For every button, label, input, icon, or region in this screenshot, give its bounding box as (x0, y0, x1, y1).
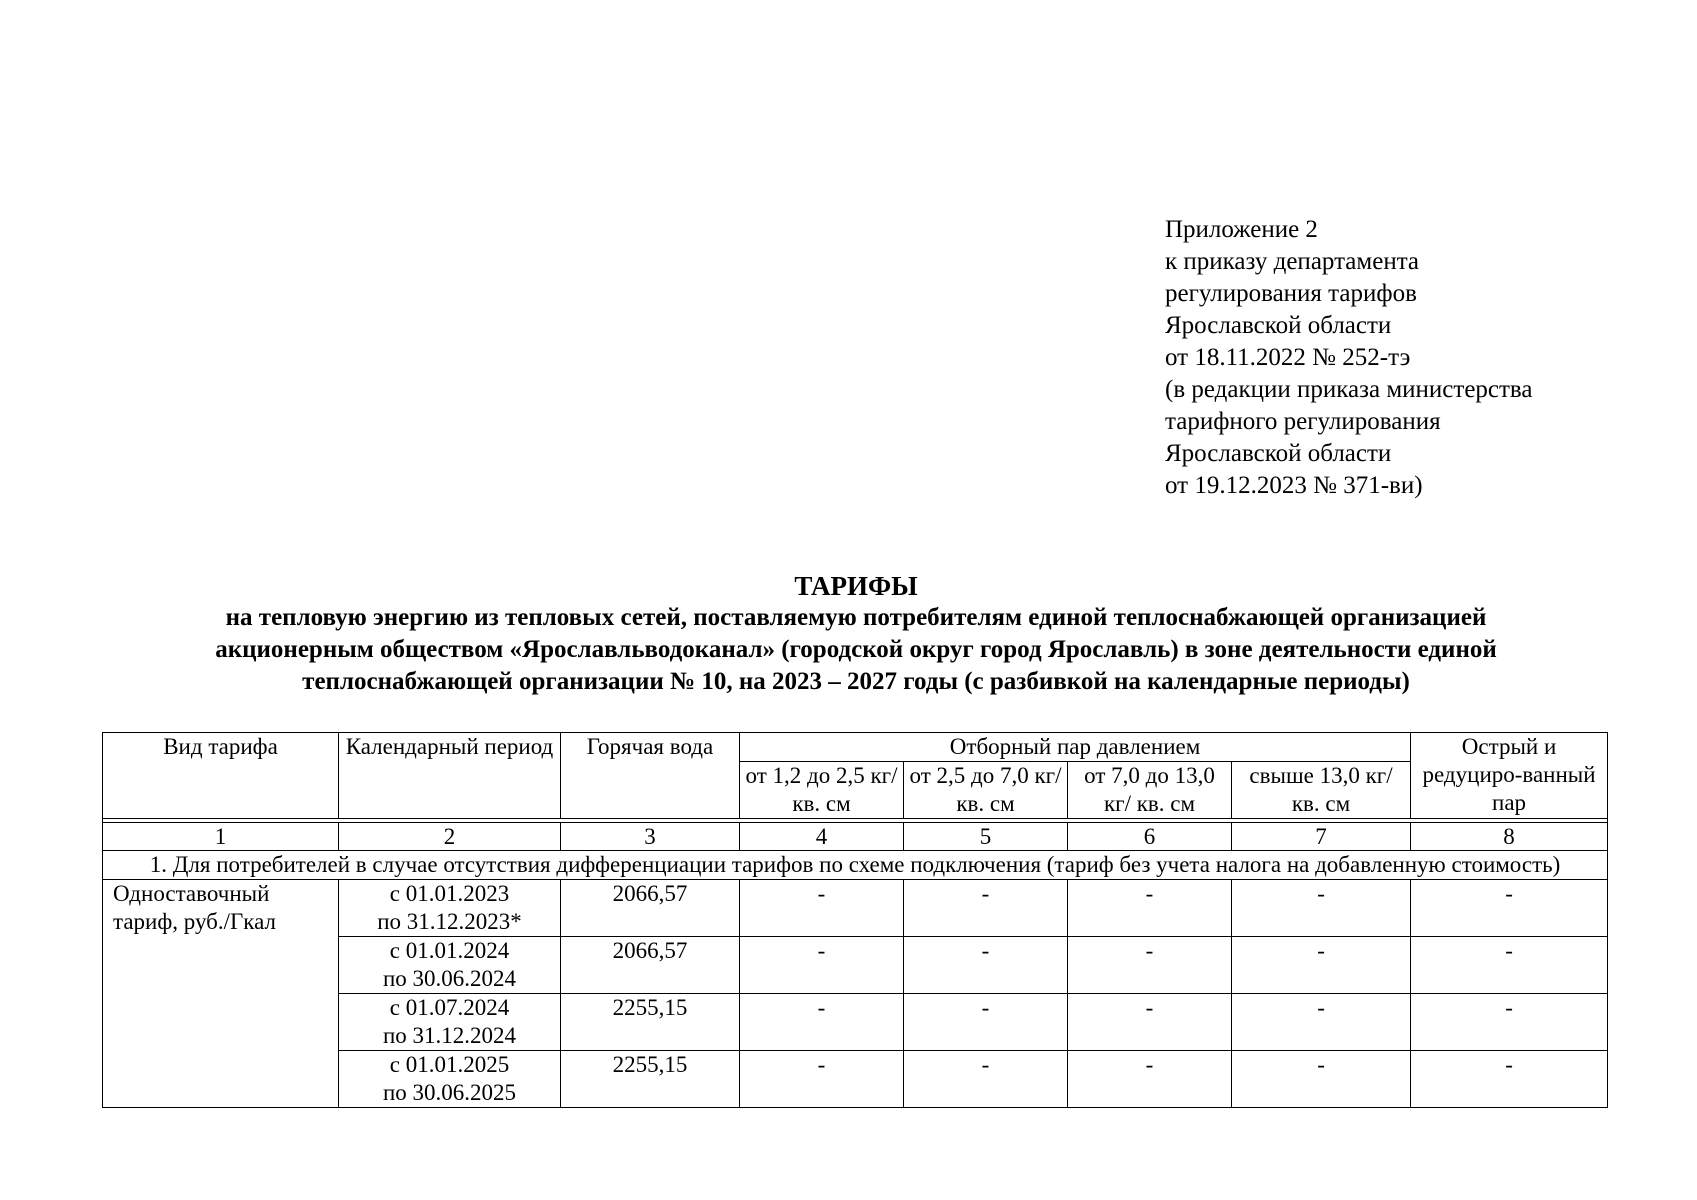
appendix-line: регулирования тарифов (1165, 280, 1417, 307)
steam-1-value: - (740, 1051, 904, 1108)
column-number: 5 (904, 823, 1068, 851)
steam-3-value: - (1068, 880, 1232, 937)
section-row (103, 851, 1608, 880)
header-hot-water: Горячая вода (561, 733, 740, 819)
period-from: с 01.07.2024 (389, 995, 510, 1020)
appendix-line: к приказу департамента (1165, 248, 1420, 275)
appendix-line: Ярославской области (1165, 312, 1392, 339)
steam-1-value: - (740, 937, 904, 994)
title-subline: на тепловую энергию из тепловых сетей, поставляемую потребителям единой теплоснабжающей организацией (225, 604, 1487, 631)
sharp-steam-value: - (1411, 1051, 1608, 1108)
hot-water-value: 2255,15 (561, 1051, 740, 1108)
period-cell (339, 994, 561, 1051)
period-from: с 01.01.2025 (389, 1052, 510, 1077)
period-to: по 31.12.2023* (377, 909, 522, 934)
period-from: с 01.01.2023 (389, 881, 510, 906)
header-steam-group: Отборный пар давлением (740, 733, 1411, 762)
column-number: 2 (339, 823, 561, 851)
appendix-line: Ярославской области (1165, 440, 1392, 467)
appendix-line: Приложение 2 (1165, 216, 1318, 243)
steam-3-value: - (1068, 1051, 1232, 1108)
column-number: 7 (1232, 823, 1411, 851)
hot-water-value: 2255,15 (561, 994, 740, 1051)
appendix-line: (в редакции приказа министерства (1165, 376, 1533, 403)
column-number: 3 (561, 823, 740, 851)
period-cell (339, 880, 561, 937)
steam-2-value: - (904, 880, 1068, 937)
period-to: по 30.06.2024 (382, 966, 517, 991)
steam-4-value: - (1232, 937, 1411, 994)
hot-water-value: 2066,57 (561, 937, 740, 994)
column-number: 8 (1411, 823, 1608, 851)
sharp-steam-value: - (1411, 880, 1608, 937)
column-number: 4 (740, 823, 904, 851)
tariff-table (102, 732, 1608, 1108)
steam-4-value: - (1232, 880, 1411, 937)
appendix-note (1165, 214, 1533, 502)
title-subline: акционерным обществом «Ярославльводоканал» (городской округ город Ярославль) в зоне деятельности единой (215, 636, 1497, 663)
steam-3-value: - (1068, 994, 1232, 1051)
header-steam-2: от 2,5 до 7,0 кг/ кв. см (904, 762, 1068, 819)
page-title: ТАРИФЫ (794, 571, 918, 601)
period-cell (339, 1051, 561, 1108)
tariff-name-cell: Одноставочный тариф, руб./Гкал (103, 880, 339, 1108)
header-sharp-steam: Острый и редуциро-ванный пар (1411, 733, 1608, 819)
title-subline: теплоснабжающей организации № 10, на 2023 – 2027 годы (с разбивкой на календарные периоды) (302, 668, 1410, 695)
steam-2-value: - (904, 994, 1068, 1051)
steam-1-value: - (740, 994, 904, 1051)
period-to: по 30.06.2025 (382, 1080, 517, 1105)
header-steam-4: свыше 13,0 кг/ кв. см (1232, 762, 1411, 819)
section-heading: 1. Для потребителей в случае отсутствия дифференциации тарифов по схеме подключения (тариф без учета налога на добавленную стоимость) (103, 851, 1608, 880)
header-steam-1: от 1,2 до 2,5 кг/ кв. см (740, 762, 904, 819)
appendix-line: тарифного регулирования (1165, 408, 1441, 435)
period-cell (339, 937, 561, 994)
appendix-line: от 19.12.2023 № 371-ви) (1165, 472, 1423, 499)
header-row (103, 733, 1608, 762)
appendix-line: от 18.11.2022 № 252-тэ (1165, 344, 1411, 371)
hot-water-value: 2066,57 (561, 880, 740, 937)
table-row (103, 880, 1608, 937)
column-number: 6 (1068, 823, 1232, 851)
steam-2-value: - (904, 937, 1068, 994)
steam-4-value: - (1232, 994, 1411, 1051)
header-tariff-type: Вид тарифа (103, 733, 339, 819)
sharp-steam-value: - (1411, 937, 1608, 994)
header-steam-3: от 7,0 до 13,0 кг/ кв. см (1068, 762, 1232, 819)
steam-3-value: - (1068, 937, 1232, 994)
column-number: 1 (103, 823, 339, 851)
period-to: по 31.12.2024 (382, 1023, 517, 1048)
steam-1-value: - (740, 880, 904, 937)
period-from: с 01.01.2024 (389, 938, 510, 963)
sharp-steam-value: - (1411, 994, 1608, 1051)
header-period: Календарный период (339, 733, 561, 819)
steam-4-value: - (1232, 1051, 1411, 1108)
column-number-row (103, 823, 1608, 851)
steam-2-value: - (904, 1051, 1068, 1108)
document-title (100, 570, 1612, 698)
